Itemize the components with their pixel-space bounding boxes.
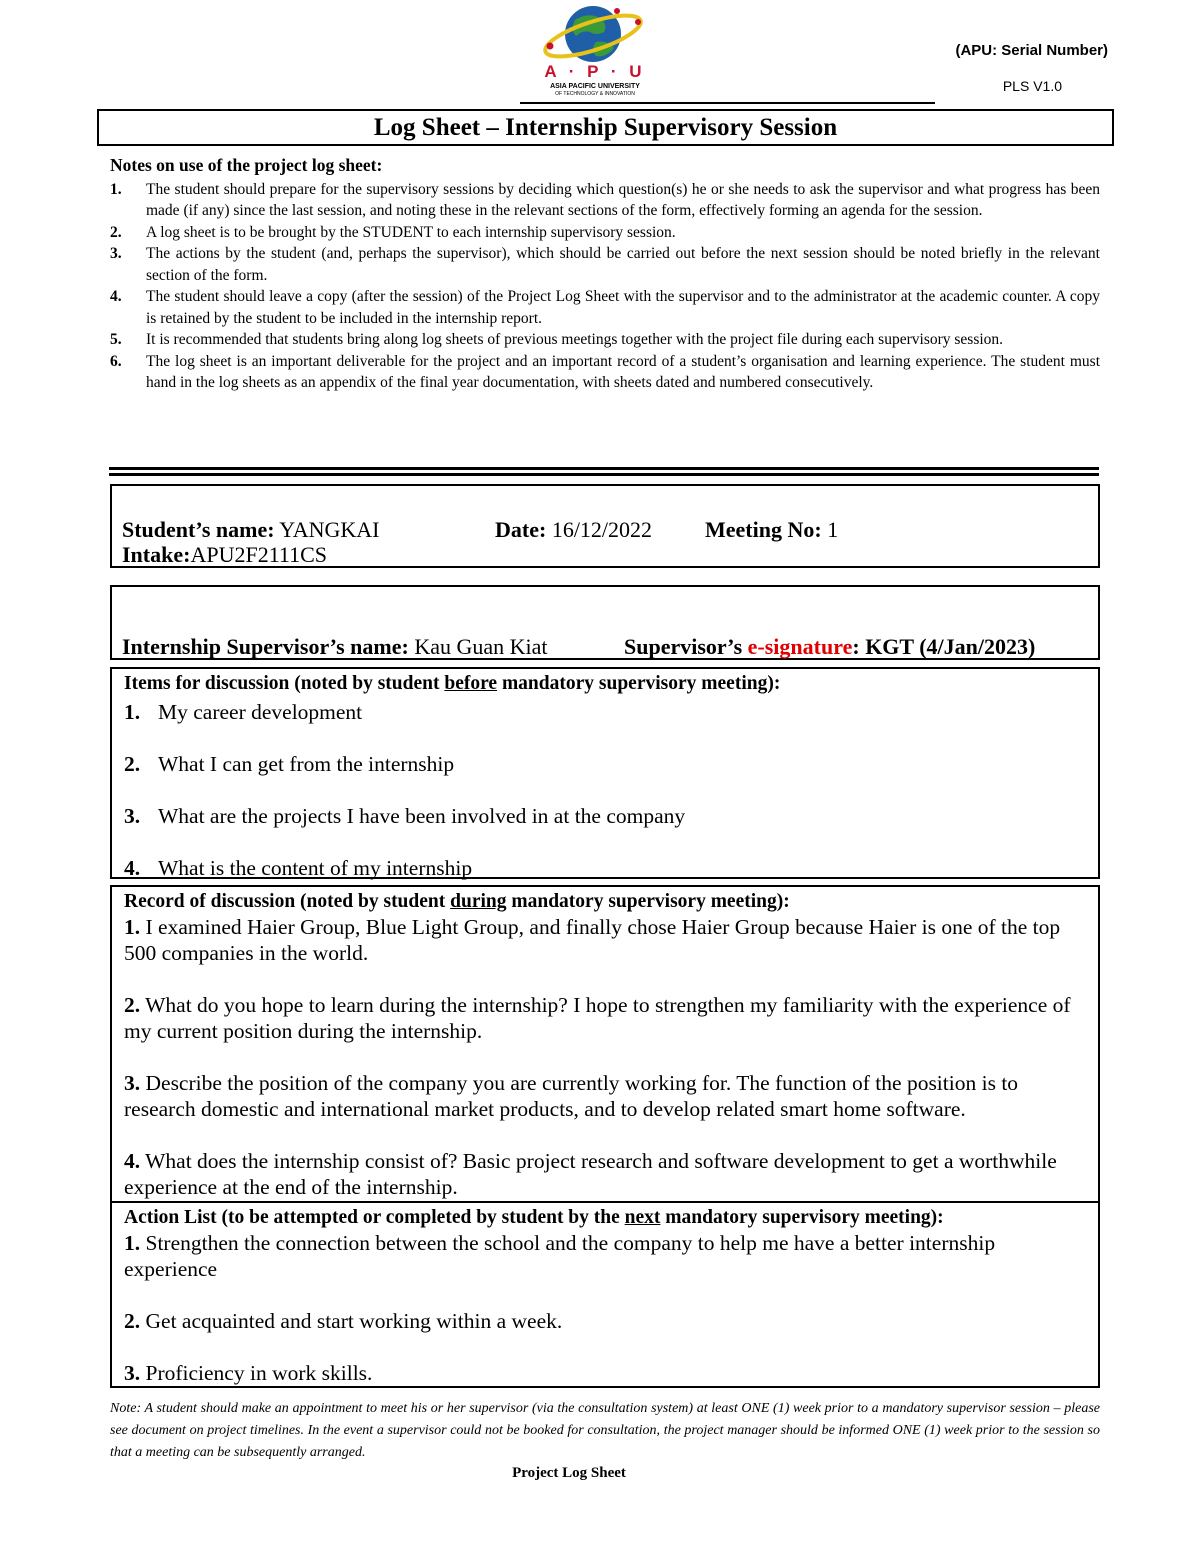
record-text: What do you hope to learn during the internship? I hope to strengthen my familiarity with the experience of my current position during the internship.	[124, 993, 1071, 1043]
action-item	[124, 1360, 1086, 1386]
note-item	[110, 351, 1100, 394]
item-text: What are the projects I have been involved in at the company	[158, 804, 686, 828]
record-number: 3.	[124, 1071, 141, 1095]
action-text: Proficiency in work skills.	[145, 1361, 373, 1385]
logo-subtitle: OF TECHNOLOGY & INNOVATION	[555, 91, 635, 97]
record-heading	[124, 889, 1086, 914]
record-item	[124, 914, 1086, 966]
record-item	[124, 1070, 1086, 1122]
note-item	[110, 286, 1100, 329]
record-number: 1.	[124, 915, 141, 939]
action-item	[124, 1230, 1086, 1282]
note-number: 1.	[110, 180, 122, 198]
item-number: 2.	[124, 752, 141, 776]
action-number: 3.	[124, 1361, 141, 1385]
discussion-item	[124, 699, 1086, 725]
action-heading-next: next	[624, 1207, 661, 1228]
student-name-row	[122, 517, 380, 543]
discussion-item	[124, 803, 1086, 829]
note-item	[110, 179, 1100, 222]
action-heading	[124, 1205, 1086, 1230]
header-rule	[520, 102, 935, 104]
student-name-value: YANGKAI	[279, 517, 380, 542]
action-text: Strengthen the connection between the school and the company to help me have a better internship experience	[124, 1231, 996, 1281]
intake-label: Intake:	[122, 542, 191, 567]
page-title: Log Sheet – Internship Supervisory Session	[97, 109, 1114, 146]
page-footer: Project Log Sheet	[512, 1465, 626, 1481]
action-number: 1.	[124, 1231, 141, 1255]
notes-heading: Notes on use of the project log sheet:	[110, 155, 383, 175]
record-number: 4.	[124, 1149, 141, 1173]
note-text: The actions by the student (and, perhaps the supervisor), which should be carried out before the next session should be noted briefly in the relevant section of the form.	[146, 245, 1100, 284]
action-list	[110, 1201, 1100, 1388]
apu-logo	[520, 2, 670, 100]
supervisor-name-value: Kau Guan Kiat	[414, 634, 548, 659]
divider	[109, 473, 1099, 476]
note-number: 3.	[110, 245, 122, 262]
meeting-value: 1	[827, 517, 839, 542]
action-heading-text: Action List (to be attempted or completed by student by the	[124, 1207, 620, 1228]
note-item	[110, 329, 1100, 351]
discussion-item	[124, 855, 1086, 881]
date-label: Date:	[495, 517, 547, 542]
meeting-label: Meeting No:	[705, 517, 822, 542]
student-name-label: Student’s name:	[122, 517, 275, 542]
item-text: What is the content of my internship	[158, 856, 473, 880]
item-number: 1.	[124, 700, 141, 724]
action-item	[124, 1308, 1086, 1334]
signature-label: Supervisor’s	[624, 634, 743, 659]
note-number: 6.	[110, 352, 122, 370]
note-number: 4.	[110, 288, 122, 305]
date-row	[495, 517, 652, 543]
record-number: 2.	[124, 993, 141, 1017]
supervisor-info-box	[110, 585, 1100, 660]
meeting-row	[705, 517, 838, 543]
note-number: 5.	[110, 331, 122, 348]
signature-value: KGT (4/Jan/2023)	[865, 634, 1036, 659]
record-item	[124, 992, 1086, 1044]
version-label: PLS V1.0	[1002, 78, 1062, 94]
date-value: 16/12/2022	[551, 517, 653, 542]
divider	[109, 467, 1099, 470]
serial-number-label: (APU: Serial Number)	[955, 42, 1108, 59]
signature-row	[624, 634, 1035, 660]
record-heading-tail: mandatory supervisory meeting):	[511, 891, 790, 912]
supervisor-name-row	[122, 634, 548, 660]
record-text: Describe the position of the company you are currently working for. The function of the position is to research domestic and international market products, and to develop related smart home software.	[124, 1071, 1019, 1121]
item-text: What I can get from the internship	[158, 752, 455, 776]
footnote: Note: A student should make an appointment to meet his or her supervisor (via the consultation system) at least ONE (1) week prior to a mandatory supervisor session – please see document on project timelines. In the event a supervisor could not be booked for consultation, the project manager should be informed ONE (1) week prior to the session so that a meeting can be subsequently arranged.	[110, 1401, 1100, 1460]
note-number: 2.	[110, 223, 122, 241]
note-text: A log sheet is to be brought by the STUDENT to each internship supervisory session.	[146, 223, 676, 241]
record-text: I examined Haier Group, Blue Light Group, and finally chose Haier Group because Haier is one of the top 500 companies in the world.	[124, 915, 1061, 965]
note-text: It is recommended that students bring along log sheets of previous meetings together with the project file during each supervisory session.	[146, 331, 1004, 348]
supervisor-name-label: Internship Supervisor’s name:	[122, 634, 409, 659]
action-text: Get acquainted and start working within a week.	[145, 1309, 563, 1333]
item-number: 3.	[124, 804, 141, 828]
record-heading-text: Record of discussion (noted by student	[124, 891, 446, 912]
record-heading-during: during	[450, 891, 507, 912]
signature-colon: :	[852, 634, 860, 659]
action-heading-tail: mandatory supervisory meeting):	[665, 1207, 944, 1228]
logo-letters: A · P · U	[544, 62, 646, 81]
student-info-box	[110, 484, 1100, 568]
record-of-discussion	[110, 885, 1100, 1203]
action-number: 2.	[124, 1309, 141, 1333]
items-heading-text: Items for discussion (noted by student	[124, 673, 440, 694]
e-signature-label: e-signature	[747, 634, 853, 659]
note-text: The student should prepare for the supervisory sessions by deciding which question(s) he or she needs to ask the supervisor and what progress has been made (if any) since the last session, and noting these in the relevant sections of the form, effectively forming an agenda for the session.	[146, 180, 1100, 219]
logo-name: ASIA PACIFIC UNIVERSITY	[550, 83, 640, 90]
items-for-discussion	[110, 667, 1100, 879]
note-item	[110, 222, 1100, 244]
items-heading-before: before	[444, 673, 498, 694]
note-item	[110, 243, 1100, 286]
item-text: My career development	[158, 700, 363, 724]
note-text: The student should leave a copy (after the session) of the Project Log Sheet with the supervisor and to the administrator at the academic counter. A copy is retained by the student to be included in the internship report.	[146, 288, 1100, 327]
notes-section	[110, 155, 1100, 394]
intake-row	[122, 542, 327, 568]
item-number: 4.	[124, 856, 141, 880]
items-heading-tail: mandatory supervisory meeting):	[501, 673, 781, 694]
discussion-item	[124, 751, 1086, 777]
record-text: What does the internship consist of? Basic project research and software development to get a worthwhile experience at the end of the internship.	[124, 1149, 1057, 1199]
note-text: The log sheet is an important deliverable for the project and an important record of a student’s organisation and learning experience. The student must hand in the log sheets as an appendix of the final year documentation, with sheets dated and numbered consecutively.	[146, 352, 1100, 391]
intake-value: APU2F2111CS	[190, 542, 327, 567]
items-heading	[124, 671, 1086, 696]
record-item	[124, 1148, 1086, 1200]
